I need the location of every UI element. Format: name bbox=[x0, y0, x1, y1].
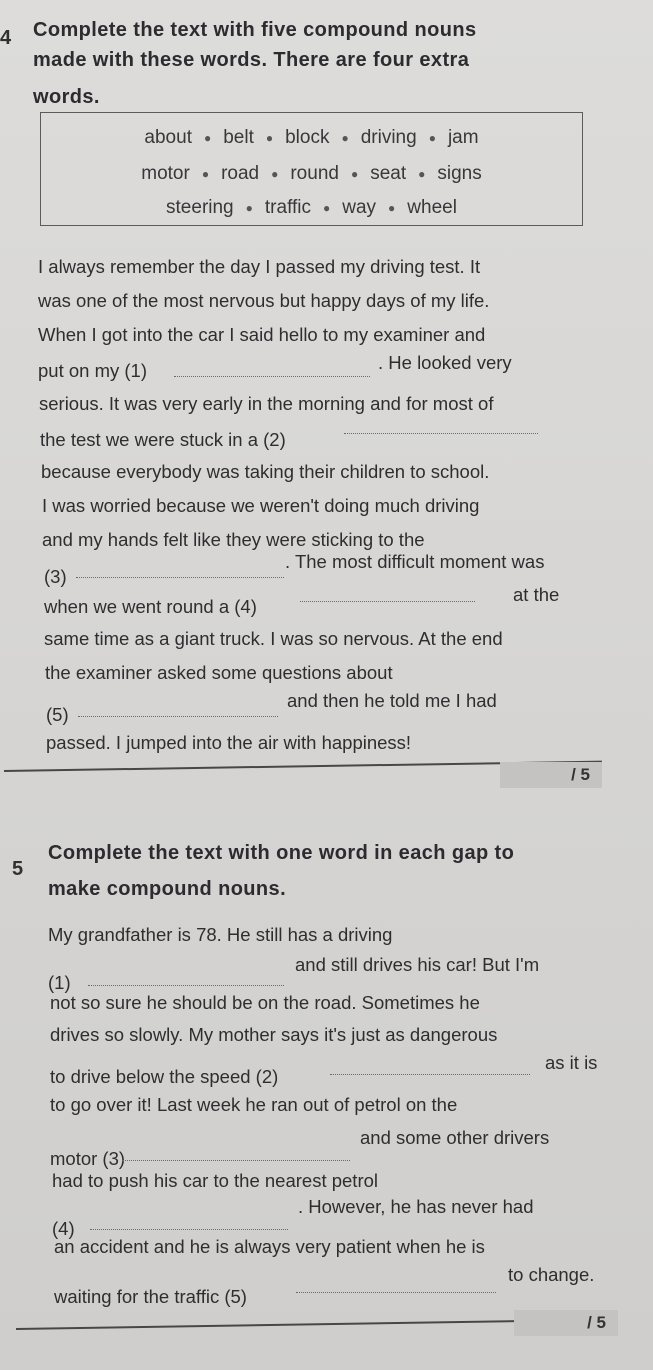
answer-gap-4[interactable] bbox=[300, 601, 475, 602]
ex4-text-line: was one of the most nervous but happy days of my life. bbox=[38, 290, 490, 311]
word-item: jam bbox=[447, 127, 479, 148]
word-item: steering bbox=[166, 197, 234, 218]
bullet-dot-icon: ● bbox=[350, 167, 359, 181]
exercise-4-title-line-2: made with these words. There are four extra bbox=[33, 49, 470, 71]
bullet-dot-icon: ● bbox=[418, 167, 426, 181]
answer-gap-3[interactable] bbox=[122, 1160, 350, 1161]
ex5-text-line: motor (3) bbox=[50, 1148, 126, 1169]
bullet-dot-icon: ● bbox=[428, 131, 436, 145]
bullet-dot-icon: ● bbox=[271, 167, 279, 181]
exercise-4-title-line-1: Complete the text with five compound nouns bbox=[33, 19, 477, 41]
ex4-text-line: at the bbox=[513, 584, 560, 605]
word-item: signs bbox=[437, 163, 482, 184]
score-box: / 5 bbox=[514, 1310, 618, 1336]
ex4-text-line: . The most difficult moment was bbox=[285, 551, 545, 572]
ex4-text-line: when we went round a (4) bbox=[44, 596, 257, 617]
word-box-row-1 bbox=[41, 127, 582, 149]
word-item: motor bbox=[141, 163, 190, 184]
word-box-row-3 bbox=[41, 197, 582, 219]
word-item: wheel bbox=[407, 197, 457, 218]
answer-gap-4[interactable] bbox=[90, 1229, 288, 1230]
ex5-text-line: (1) bbox=[48, 972, 71, 993]
bullet-dot-icon: ● bbox=[203, 131, 212, 145]
bullet-dot-icon: ● bbox=[265, 131, 274, 145]
bullet-dot-icon: ● bbox=[341, 131, 349, 145]
answer-gap-5[interactable] bbox=[296, 1292, 496, 1293]
answer-gap-3[interactable] bbox=[76, 577, 284, 578]
bullet-dot-icon: ● bbox=[245, 201, 253, 215]
answer-gap-1[interactable] bbox=[174, 376, 370, 377]
ex4-text-line: the test we were stuck in a (2) bbox=[40, 429, 286, 450]
bullet-dot-icon: ● bbox=[323, 201, 331, 215]
ex4-text-line: (5) bbox=[46, 704, 69, 725]
word-item: seat bbox=[370, 163, 407, 184]
score-box: / 5 bbox=[500, 762, 602, 788]
ex4-text-line: because everybody was taking their children to school. bbox=[41, 461, 490, 482]
answer-gap-2[interactable] bbox=[344, 433, 538, 434]
ex5-text-line: to drive below the speed (2) bbox=[50, 1066, 279, 1087]
ex4-text-line: (3) bbox=[44, 566, 67, 587]
word-item: belt bbox=[223, 127, 254, 148]
ex5-text-line: drives so slowly. My mother says it's just as dangerous bbox=[50, 1024, 498, 1045]
ex4-text-line: put on my (1) bbox=[38, 360, 147, 381]
ex4-text-line: and then he told me I had bbox=[287, 690, 497, 711]
ex5-text-line: to change. bbox=[508, 1264, 595, 1285]
answer-gap-5[interactable] bbox=[78, 716, 278, 717]
bullet-dot-icon: ● bbox=[388, 201, 396, 215]
ex4-text-line: I always remember the day I passed my driving test. It bbox=[38, 256, 481, 277]
ex5-text-line: waiting for the traffic (5) bbox=[54, 1286, 247, 1307]
ex4-text-line: same time as a giant truck. I was so nervous. At the end bbox=[44, 628, 503, 649]
bullet-dot-icon: ● bbox=[201, 167, 210, 181]
ex5-text-line: and some other drivers bbox=[360, 1127, 550, 1148]
ex5-text-line: and still drives his car! But I'm bbox=[295, 954, 540, 975]
ex5-text-line: an accident and he is always very patient when he is bbox=[54, 1236, 485, 1257]
word-item: about bbox=[144, 127, 192, 148]
exercise-5-title-line-1: Complete the text with one word in each gap to bbox=[48, 842, 515, 864]
word-item: way bbox=[342, 197, 377, 218]
ex4-text-line: and my hands felt like they were sticking to the bbox=[42, 529, 425, 550]
ex5-text-line: to go over it! Last week he ran out of petrol on the bbox=[50, 1094, 458, 1115]
ex5-text-line: had to push his car to the nearest petrol bbox=[52, 1170, 379, 1191]
ex4-text-line: the examiner asked some questions about bbox=[45, 662, 393, 683]
exercise-4-title-line-3: words. bbox=[33, 86, 100, 108]
ex5-text-line: not so sure he should be on the road. Sometimes he bbox=[50, 992, 480, 1013]
word-item: block bbox=[285, 127, 330, 148]
exercise-4-number: 4 bbox=[0, 27, 12, 49]
ex5-text-line: as it is bbox=[545, 1052, 598, 1073]
word-item: road bbox=[221, 163, 260, 184]
answer-gap-2[interactable] bbox=[330, 1074, 530, 1075]
word-item: round bbox=[290, 163, 339, 184]
ex4-text-line: passed. I jumped into the air with happiness! bbox=[46, 732, 412, 753]
ex4-text-line: serious. It was very early in the morning and for most of bbox=[39, 393, 494, 414]
ex4-text-line: . He looked very bbox=[378, 352, 512, 373]
word-box bbox=[40, 112, 583, 226]
exercise-5-number: 5 bbox=[12, 858, 24, 880]
ex4-text-line: I was worried because we weren't doing much driving bbox=[42, 495, 480, 516]
ex4-text-line: When I got into the car I said hello to my examiner and bbox=[38, 324, 486, 345]
ex5-text-line: . However, he has never had bbox=[298, 1196, 534, 1217]
word-box-row-2 bbox=[41, 163, 582, 185]
ex5-text-line: My grandfather is 78. He still has a driving bbox=[48, 924, 393, 945]
word-item: driving bbox=[360, 127, 417, 148]
ex5-text-line: (4) bbox=[52, 1218, 75, 1239]
exercise-5-title-line-2: make compound nouns. bbox=[48, 878, 287, 900]
word-item: traffic bbox=[264, 197, 311, 218]
answer-gap-1[interactable] bbox=[88, 985, 284, 986]
